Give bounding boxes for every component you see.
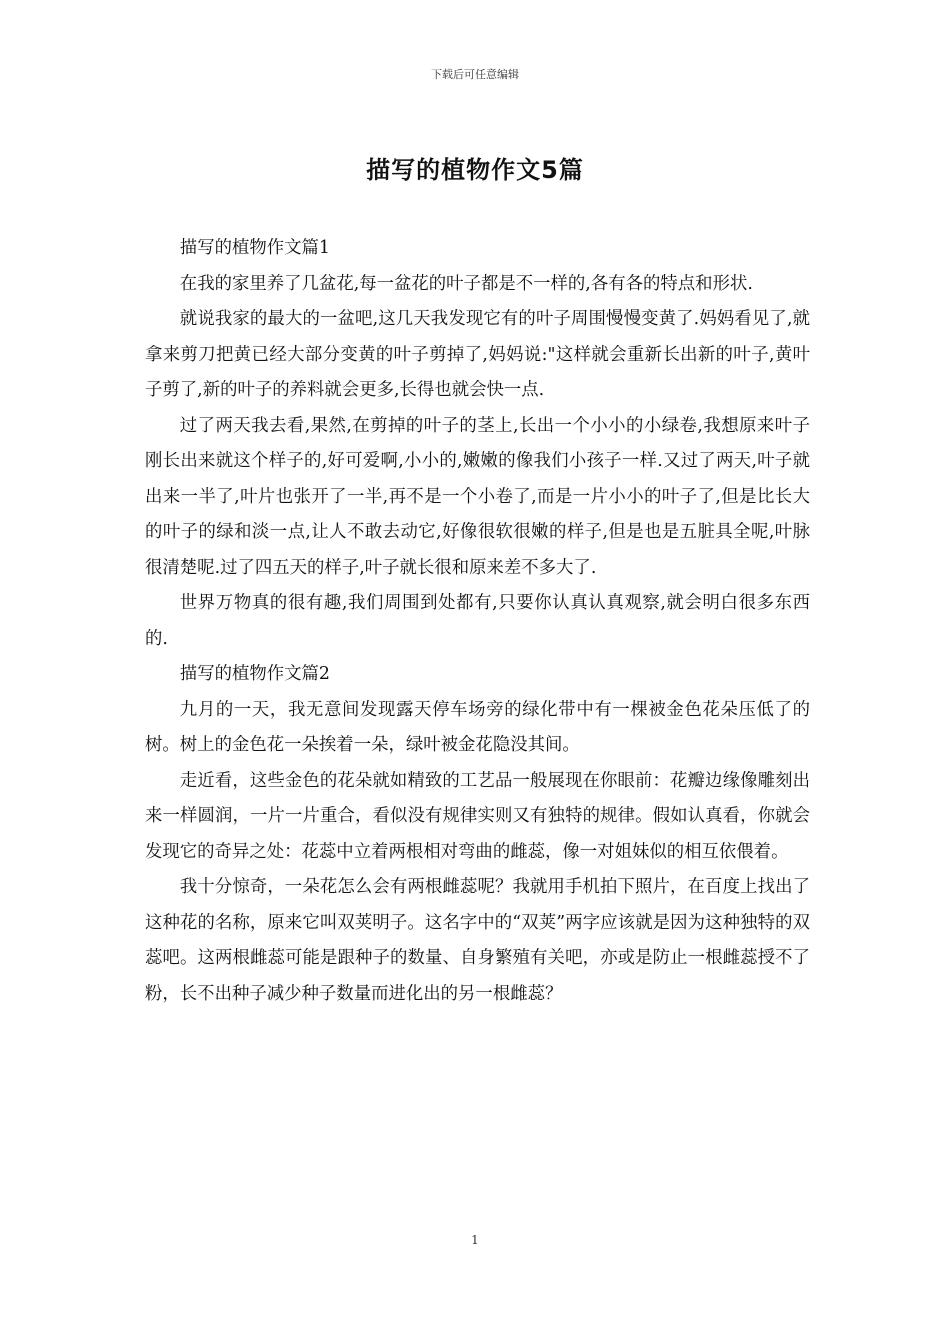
paragraph: 走近看，这些金色的花朵就如精致的工艺品一般展现在你眼前：花瓣边缘像雕刻出来一样圆润，一片一片重合，看似没有规律实则又有独特的规律。假如认真看，你就会发现它的奇异之处：花蕊中立着两根相对弯曲的雌蕊，像一对姐妹似的相互依偎着。 (145, 770, 810, 862)
document-body (145, 231, 810, 1012)
document-title: 描写的植物作文5篇 (366, 156, 584, 184)
paragraph: 世界万物真的很有趣,我们周围到处都有,只要你认真认真观察,就会明白很多东西的. (145, 593, 810, 649)
section-heading: 描写的植物作文篇1 (179, 238, 330, 258)
page-number: 1 (471, 1233, 479, 1247)
section-heading: 描写的植物作文篇2 (179, 664, 330, 684)
paragraph: 在我的家里养了几盆花,每一盆花的叶子都是不一样的,各有各的特点和形状. (179, 273, 753, 294)
paragraph: 我十分惊奇，一朵花怎么会有两根雌蕊呢？我就用手机拍下照片，在百度上找出了这种花的名称，原来它叫双荚明子。这名字中的“双荚”两字应该就是因为这种独特的双蕊吧。这两根雌蕊可能是跟种子的数量、自身繁殖有关吧，亦或是防止一根雌蕊授不了粉，长不出种子减少种子数量而进化出的另一根雌蕊？ (145, 877, 810, 1004)
paragraph: 过了两天我去看,果然,在剪掉的叶子的茎上,长出一个小小的小绿卷,我想原来叶子刚长出来就这个样子的,好可爱啊,小小的,嫩嫩的像我们小孩子一样.又过了两天,叶子就出来一半了,叶片也张开了一半,再不是一个小卷了,而是一片小小的叶子了,但是比长大的叶子的绿和淡一点,让人不敢去动它,好像很软很嫩的样子,但是也是五脏具全呢,叶脉很清楚呢.过了四五天的样子,叶子就长很和原来差不多大了. (145, 415, 810, 578)
header-note: 下载后可任意编辑 (431, 68, 519, 81)
paragraph: 就说我家的最大的一盆吧,这几天我发现它有的叶子周围慢慢变黄了.妈妈看见了,就拿来剪刀把黄已经大部分变黄的叶子剪掉了,妈妈说:"这样就会重新长出新的叶子,黄叶子剪了,新的叶子的养料就会更多,长得也就会快一点. (145, 309, 810, 400)
paragraph: 九月的一天，我无意间发现露天停车场旁的绿化带中有一棵被金色花朵压低了的树。树上的金色花一朵挨着一朵，绿叶被金花隐没其间。 (145, 699, 810, 755)
